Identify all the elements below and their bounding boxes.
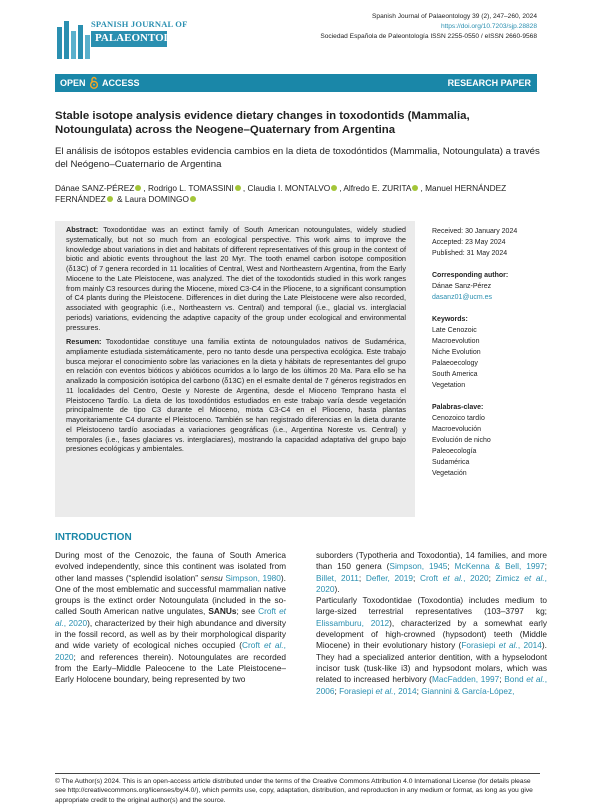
keyword: Palaeoecology	[432, 360, 478, 367]
logo-line1: SPANISH JOURNAL OF	[91, 19, 188, 29]
palabra-clave: Sudamérica	[432, 459, 470, 466]
resumen	[66, 337, 406, 454]
author: Rodrigo L. TOMASSINI	[147, 183, 234, 193]
keyword: Vegetation	[432, 382, 466, 389]
logo-line2: PALAEONTOLOGY	[95, 32, 197, 44]
author: Claudia I. MONTALVO	[247, 183, 331, 193]
orcid-icon[interactable]	[412, 185, 418, 191]
article-title: Stable isotope analysis evidence dietary changes in toxodontids (Mammalia, Notoungulata) across the Neogene–Quaternary from Argentina	[55, 110, 470, 136]
resumen-text: Toxodontidae constituye una familia extinta de notoungulados nativos de Sudamérica, ampliamente estudiada sistemáticamente, pero no tanto desde una perspectiva ecológica. Este trabajo busca mejorar el conocimiento sobre las variaciones en la dieta y hábitats de representantes del grupo en relación con eventos bióticos y abióticos ocurridos a lo largo de los últimos 20 Ma. Para ello se ha analizado la composición isotópica del carbono (δ13C) en el esmalte dental de 7 géneros registrados en 11 localidades del Centro, Oeste y Noreste de Argentina, desde el Mioceno Temprano hasta el Pleistoceno Tardío. La dieta de los toxodóntidos estudiados en este trabajo varía desde vegetación principalmente de tipo C3 durante el Mioceno, mixta C3-C4 en el Plioceno, hasta plantas mayoritariamente C4 durante el Pleistoceno. También se han registrado diferencias en la dieta durante el Pleistoceno tardío asociadas a variaciones geográficas (i.e., Argentina Noreste vs. Central) y temporales (i.e., fases glaciares vs. interglaciares), mostrando la capacidad adaptativa del grupo bajo presiones ecológicas y ambientales.	[66, 337, 406, 454]
palabra-clave: Vegetación	[432, 470, 467, 477]
corresponding-heading: Corresponding author:	[432, 272, 509, 279]
license-footer: © The Author(s) 2024. This is an open-access article distributed under the terms of the Creative Commons Attribution 4.0 International License (for details please see http://creativecommons.org/licenses/by/4.0/), which permits use, copy, adaptation, distribution, and reproduction in any medium or format, as long as you give appropriate credit to the original author(s) and the source.	[55, 778, 533, 804]
intro-column-right: suborders (Typotheria and Toxodontia), 14 families, and more than 150 genera (Simpson, 1945; McKenna & Bell, 1997; Billet, 2011; Defler, 2019; Croft et al., 2020; Zimicz et al., 2020). Particularly Toxodontidae (Toxodontia) includes medium to large-sized terrestrial representatives (103–3797 kg; Elissamburu, 2012), characterized by a somewhat early development of high-crowned (hypsodont) teeth (Middle Miocene) in their evolutionary history (Forasiepi et al., 2014). They had a specialized anterior dentition, with a hypselodont incisor tusk (tusk-like i3) and hypsodont molars, which was related to increased herbivory (MacFadden, 1997; Bond et al., 2006; Forasiepi et al., 2014; Giannini & García-López,	[316, 550, 547, 696]
keyword: Niche Evolution	[432, 349, 481, 356]
keyword: South America	[432, 371, 478, 378]
orcid-icon[interactable]	[235, 185, 241, 191]
citation: Spanish Journal of Palaeontology 39 (2), 247–260, 2024	[372, 13, 537, 20]
issn: Sociedad Española de Paleontología ISSN 2255-0550 / eISSN 2660-9568	[320, 33, 537, 40]
abstract-box	[55, 221, 415, 517]
orcid-icon[interactable]	[135, 185, 141, 191]
author-list: Dánae SANZ-PÉREZ , Rodrigo L. TOMASSINI , Claudia I. MONTALVO , Alfredo E. ZURITA , Manuel HERNÁNDEZ FERNÁNDEZ & Laura DOMINGO	[55, 183, 507, 204]
logo-line2-band	[91, 31, 197, 47]
corresponding-email[interactable]: dasanz01@ucm.es	[432, 294, 493, 301]
palabra-clave: Evolución de nicho	[432, 437, 491, 444]
accepted-date: Accepted: 23 May 2024	[432, 239, 506, 246]
article-type: RESEARCH PAPER	[447, 78, 531, 88]
author: Laura DOMINGO	[124, 194, 189, 204]
footer-divider	[55, 773, 540, 774]
orcid-icon[interactable]	[107, 196, 113, 202]
open-access-banner	[55, 74, 537, 92]
published-date: Published: 31 May 2024	[432, 250, 508, 257]
author: Dánae SANZ-PÉREZ	[55, 183, 135, 193]
corresponding-name: Dánae Sanz-Pérez	[432, 283, 492, 290]
journal-logo-icon	[55, 17, 93, 61]
journal-logo	[55, 13, 205, 65]
article-subtitle: El análisis de isótopos estables evidencia cambios en la dieta de toxodóntidos (Mammalia, Notoungulata) a través del Neógeno–Cuaternario de Argentina	[55, 146, 540, 170]
palabra-clave: Macroevolución	[432, 426, 482, 433]
keyword: Late Cenozoic	[432, 327, 477, 334]
palabra-clave: Cenozoico tardío	[432, 415, 485, 422]
open-lock-icon	[89, 76, 99, 89]
journal-info	[320, 12, 537, 42]
introduction-heading: INTRODUCTION	[55, 532, 132, 543]
banner-access: ACCESS	[102, 78, 140, 88]
article-sidebar	[432, 226, 542, 479]
palabras-heading: Palabras-clave:	[432, 404, 484, 411]
palabra-clave: Paleoecología	[432, 448, 477, 455]
orcid-icon[interactable]	[331, 185, 337, 191]
keywords-heading: Keywords:	[432, 316, 468, 323]
orcid-icon[interactable]	[190, 196, 196, 202]
banner-open: OPEN	[60, 78, 86, 88]
received-date: Received: 30 January 2024	[432, 228, 518, 235]
resumen-label: Resumen:	[66, 337, 102, 346]
intro-column-left: During most of the Cenozoic, the fauna of South America evolved independently, since this continent was isolated from other land masses (“splendid isolation” sensu Simpson, 1980). One of the most emblematic and successful mammalian native groups is the extinct order Notoungulata (included in the so-called South American native ungulates, SANUs; see Croft et al., 2020), characterized by their high abundance and diversity in the fossil record, as well as by their morphological disparity and wide variety of ecological niches occupied (Croft et al., 2020; and references therein). Notoungulates are recorded from the Early–Middle Paleocene to the Late Pleistocene–Early Holocene boundary, being represented by two	[55, 550, 287, 685]
keyword: Macroevolution	[432, 338, 480, 345]
author: Manuel HERNÁNDEZ FERNÁNDEZ	[55, 183, 507, 204]
doi-link[interactable]: https://doi.org/10.7203/sjp.28828	[440, 23, 537, 30]
abstract-text: Toxodontidae was an extinct family of South American notoungulates, widely studied systematically, but not so much from an ecological perspective. This work aims to improve the knowledge about variations in diet and habitats of different representatives of this group in the context of biotic and abiotic events throughout the last 20 Myr. The tooth enamel carbon isotope composition (δ13C) of 7 genera recorded in 11 localities of Central, West and Northeastern Argentina, from the Early Miocene to the Late Pleistocene, was analyzed. The diet of the toxodontids studied in this work ranges from mainly C3 resources during the Miocene, mixed C3-C4 in the Pliocene, to a significant consumption of C4 plants during the Pleistocene. Differences in diet during the Late Pleistocene were also recorded, associated with geographic (i.e., Northeastern vs. Central) and temporal (i.e., glacial vs. interglacial periods) variations, evidencing the adaptive capacity of the group under ecological and environmental pressures.	[66, 225, 407, 332]
abstract	[66, 225, 406, 332]
abstract-label: Abstract:	[66, 225, 99, 234]
author: Alfredo E. ZURITA	[343, 183, 412, 193]
